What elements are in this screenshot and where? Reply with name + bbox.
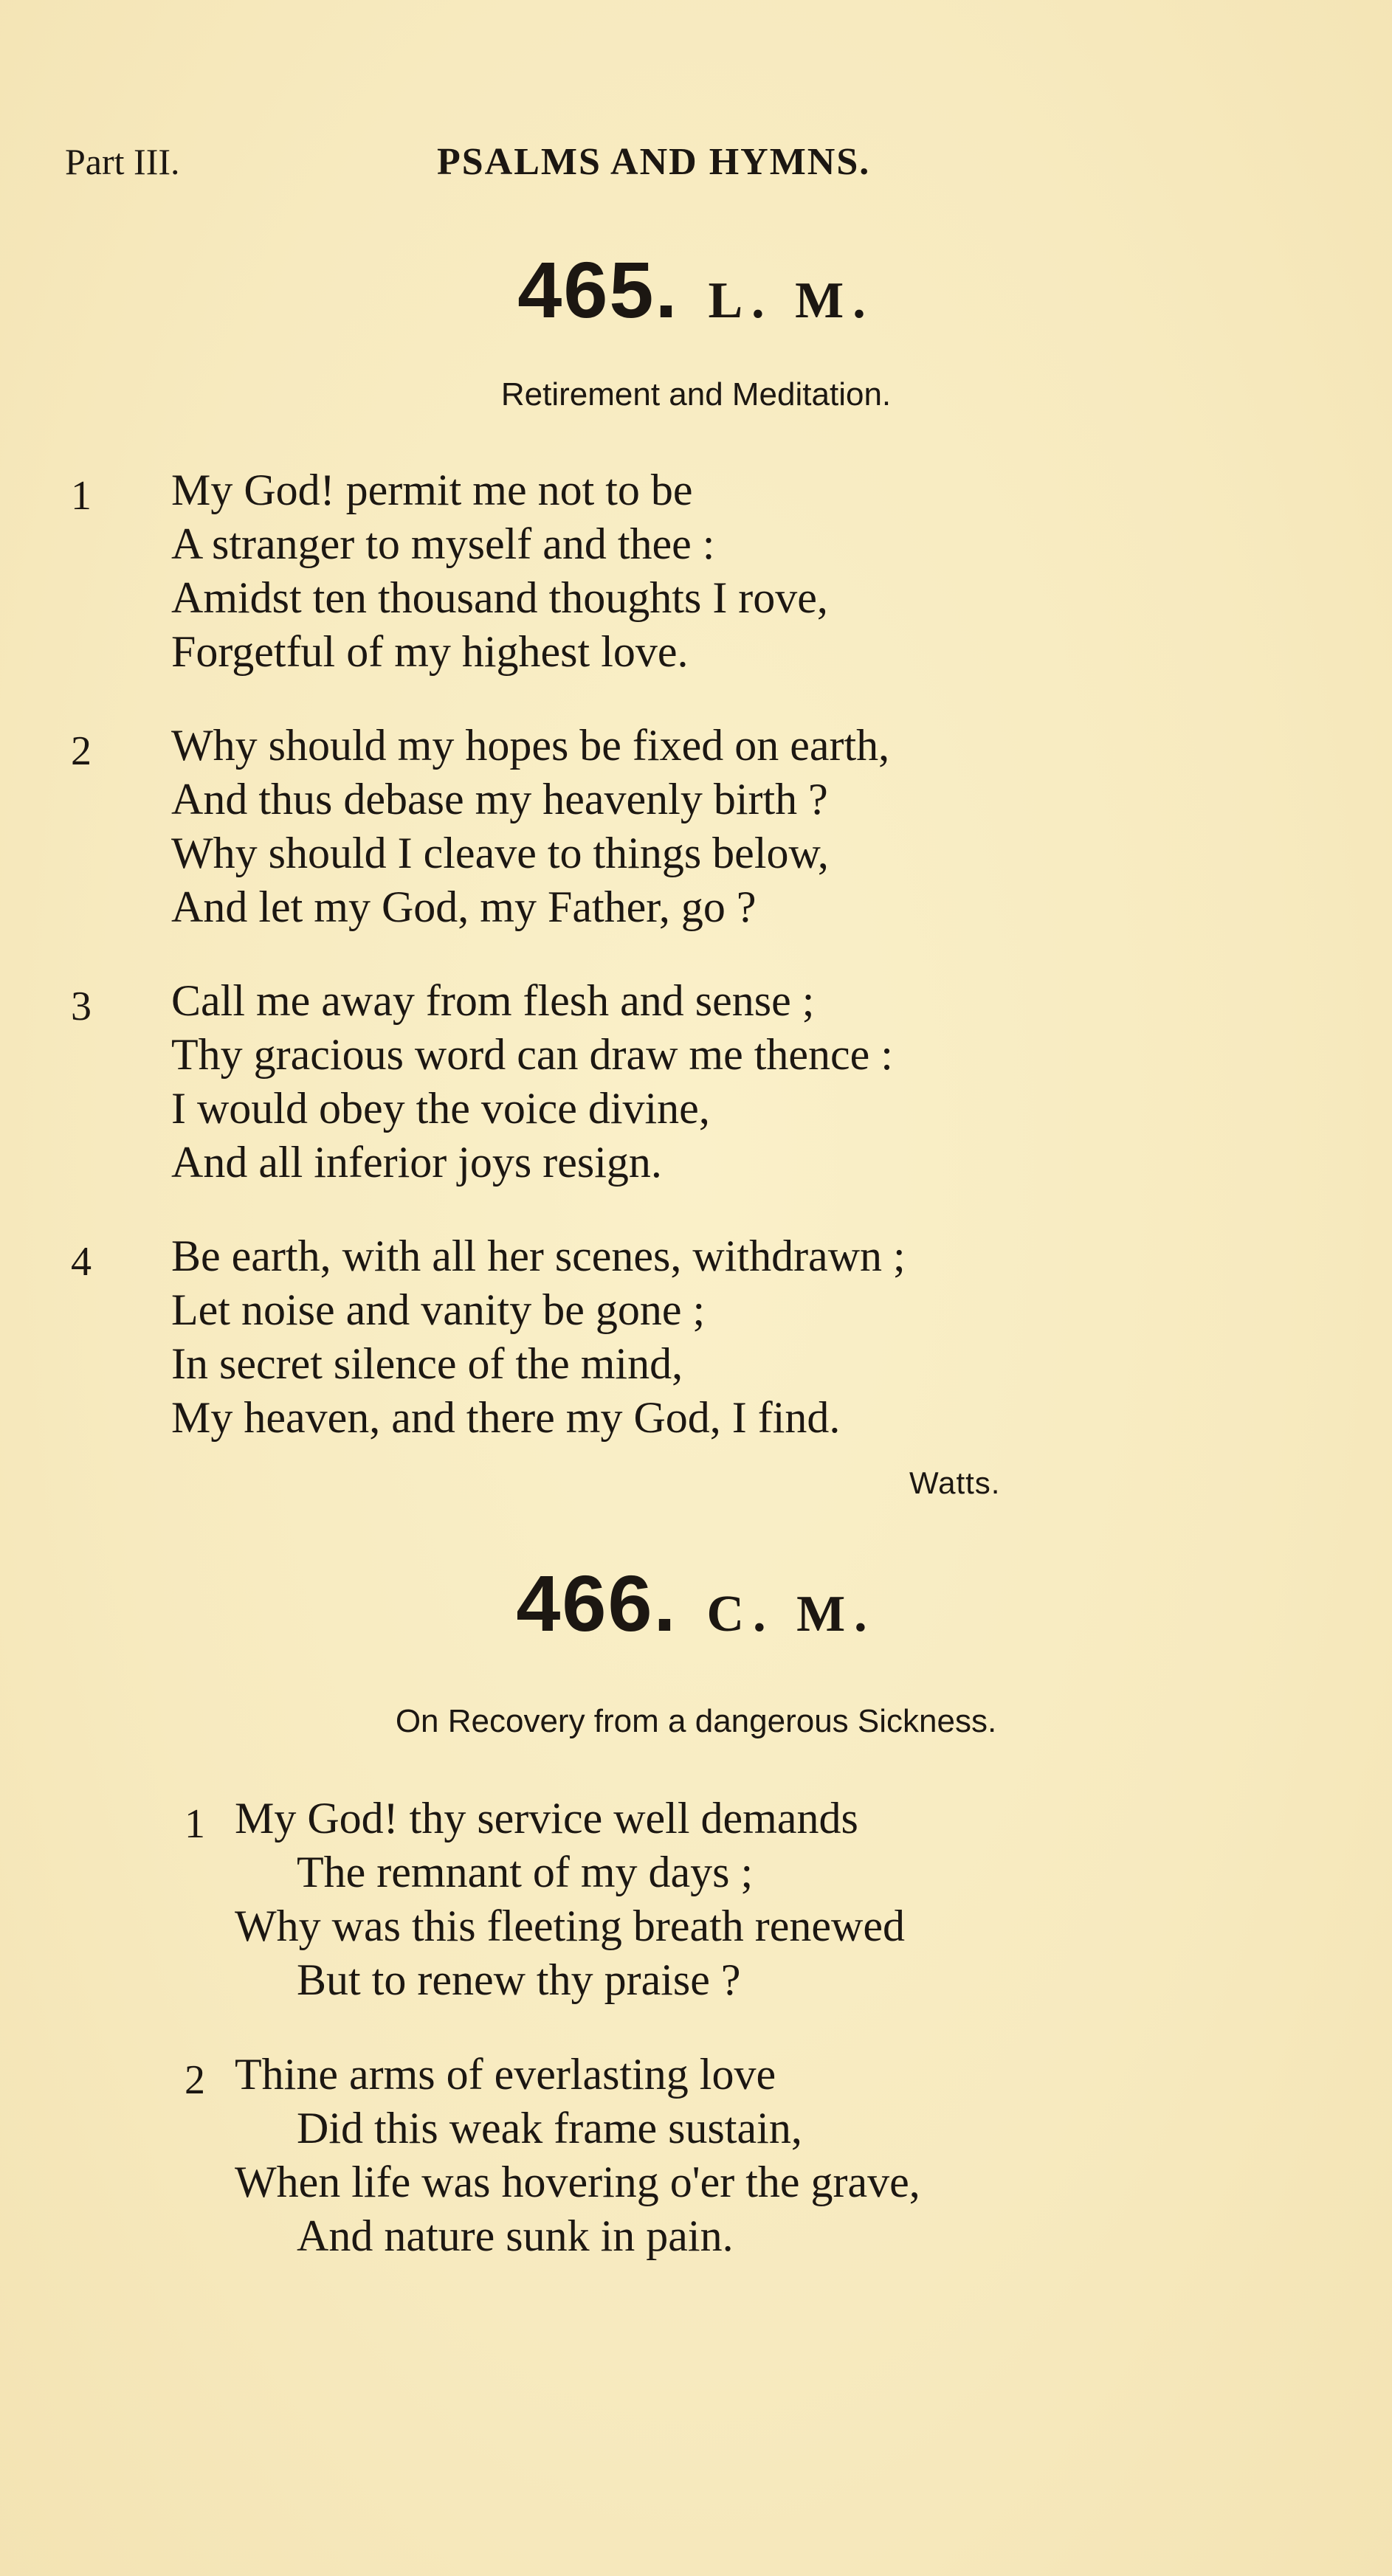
hymn-meter: L. M. [708, 272, 875, 329]
verse-line: Forgetful of my highest love. [171, 627, 689, 676]
verse-line: Thine arms of everlasting love [235, 2050, 776, 2099]
verse-number: 1 [185, 1801, 205, 1847]
verse-line: Be earth, with all her scenes, withdrawn ; [171, 1232, 906, 1280]
hymn-number: 465. [517, 245, 679, 334]
hymn-number: 466. [516, 1558, 678, 1648]
verse-line: My God! permit me not to be [171, 466, 693, 514]
attribution: Watts. [909, 1465, 1001, 1500]
verse-line: Why was this fleeting breath renewed [235, 1902, 905, 1950]
verse-line: Why should I cleave to things below, [171, 829, 829, 877]
verse-line: And all inferior joys resign. [171, 1138, 662, 1187]
verse-line: And thus debase my heavenly birth ? [171, 775, 828, 823]
hymn-465-subtitle: Retirement and Meditation. [500, 376, 892, 412]
verse-line: And let my God, my Father, go ? [171, 883, 757, 931]
verse-line: And nature sunk in pain. [297, 2211, 734, 2260]
verse-line: But to renew thy praise ? [297, 1955, 741, 2004]
running-head [0, 140, 1392, 192]
verse-line: Call me away from flesh and sense ; [171, 976, 815, 1025]
hymn-meter: C. M. [706, 1586, 876, 1643]
verse-line: Did this weak frame sustain, [297, 2104, 802, 2152]
verse-line: I would obey the voice divine, [171, 1084, 710, 1133]
hymn-466-subtitle: On Recovery from a dangerous Sickness. [395, 1703, 997, 1739]
verse-number: 1 [71, 473, 92, 519]
verse-line: In secret silence of the mind, [171, 1339, 683, 1388]
verse-line: Let noise and vanity be gone ; [171, 1285, 706, 1334]
verse-line: Why should my hopes be fixed on earth, [171, 721, 890, 770]
verse-line: The remnant of my days ; [297, 1848, 754, 1896]
verse-number: 2 [185, 2057, 205, 2103]
hymn-466-heading [0, 1557, 1392, 1649]
verse-line: A stranger to myself and thee : [171, 519, 715, 568]
running-title: PSALMS AND HYMNS. [437, 141, 871, 183]
verse-line: Thy gracious word can draw me thence : [171, 1030, 893, 1079]
verse-number: 4 [71, 1239, 92, 1285]
hymn-465-heading [0, 244, 1392, 336]
verse-number: 3 [71, 984, 92, 1029]
verse-line: My God! thy service well demands [235, 1794, 858, 1843]
verse-line: Amidst ten thousand thoughts I rove, [171, 573, 828, 622]
verse-number: 2 [71, 728, 92, 774]
verse-line: When life was hovering o'er the grave, [235, 2158, 920, 2206]
verse-line: My heaven, and there my God, I find. [171, 1393, 841, 1442]
part-label: Part III. [65, 141, 180, 182]
